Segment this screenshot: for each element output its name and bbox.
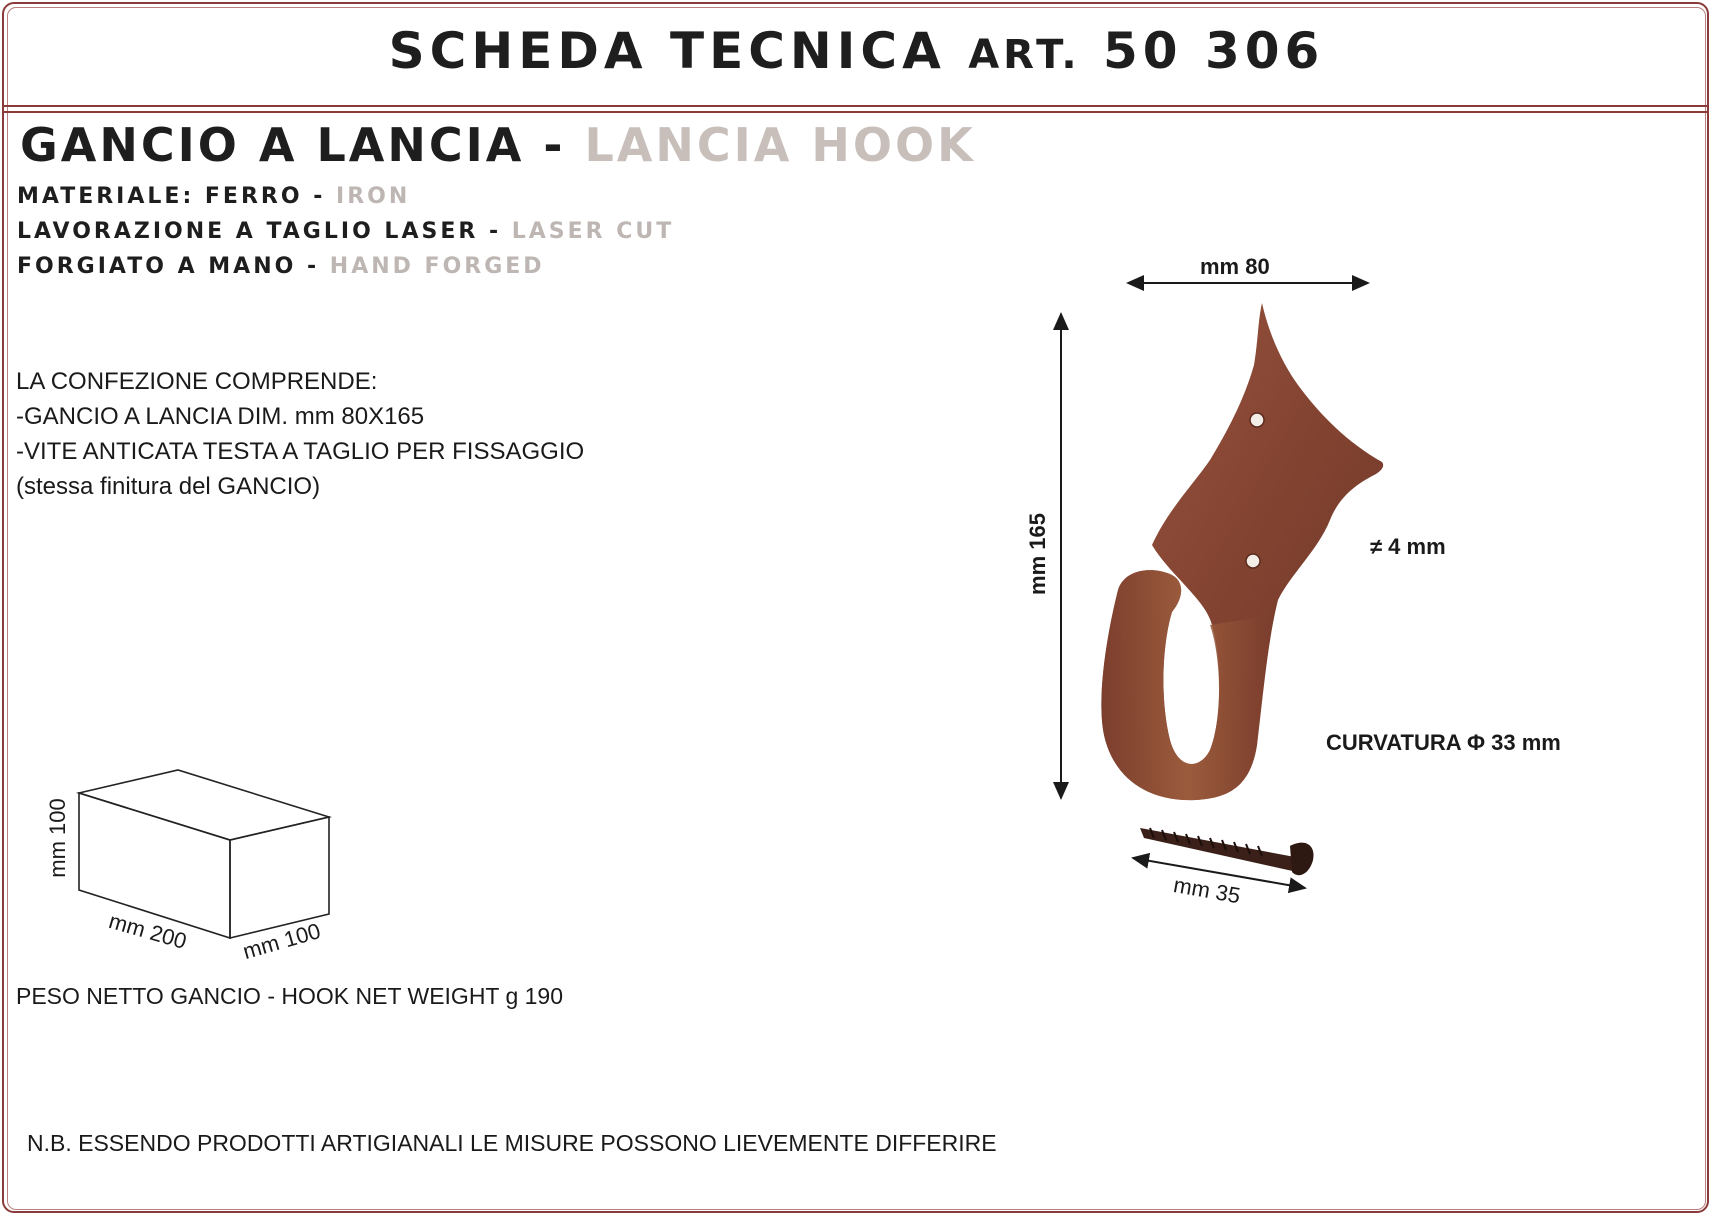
hook-curvature-label: CURVATURA Φ 33 mm (1326, 730, 1561, 755)
box-width-label: mm 200 (106, 908, 190, 954)
spec-processing-it: LAVORAZIONE A TAGLIO LASER - (17, 219, 502, 244)
hook-thickness-label: ≠ 4 mm (1370, 534, 1446, 559)
title-main: SCHEDA TECNICA (388, 22, 946, 80)
hook-image (1101, 303, 1383, 800)
package-heading: LA CONFEZIONE COMPRENDE: (16, 368, 378, 395)
title-art: ART. (968, 32, 1081, 78)
box-height-label: mm 100 (45, 798, 70, 878)
spec-forging-en: HAND FORGED (329, 254, 545, 279)
product-name-it: GANCIO A LANCIA - (20, 118, 566, 172)
hook-width-label: mm 80 (1200, 254, 1270, 279)
screw-image (1140, 828, 1313, 875)
package-line: (stessa finitura del GANCIO) (16, 473, 321, 500)
screw-hole-lower (1246, 554, 1260, 568)
box-depth-label: mm 100 (240, 918, 324, 965)
spec-material-en: IRON (336, 184, 411, 209)
net-weight: PESO NETTO GANCIO - HOOK NET WEIGHT g 190 (16, 983, 564, 1009)
spec-material-it: MATERIALE: FERRO - (17, 184, 326, 209)
hook-height-label: mm 165 (1025, 513, 1050, 595)
title-number: 50 306 (1102, 22, 1325, 80)
footnote: N.B. ESSENDO PRODOTTI ARTIGIANALI LE MISURE POSSONO LIEVEMENTE DIFFERIRE (27, 1130, 997, 1156)
spec-processing-en: LASER CUT (511, 219, 675, 244)
spec-forging-it: FORGIATO A MANO - (17, 254, 320, 279)
product-name-en: LANCIA HOOK (584, 118, 976, 172)
package-line: -GANCIO A LANCIA DIM. mm 80X165 (16, 403, 425, 430)
screw-hole-upper (1250, 413, 1264, 427)
package-line: -VITE ANTICATA TESTA A TAGLIO PER FISSAGGIO (16, 438, 585, 465)
screw-length-label: mm 35 (1171, 872, 1243, 909)
